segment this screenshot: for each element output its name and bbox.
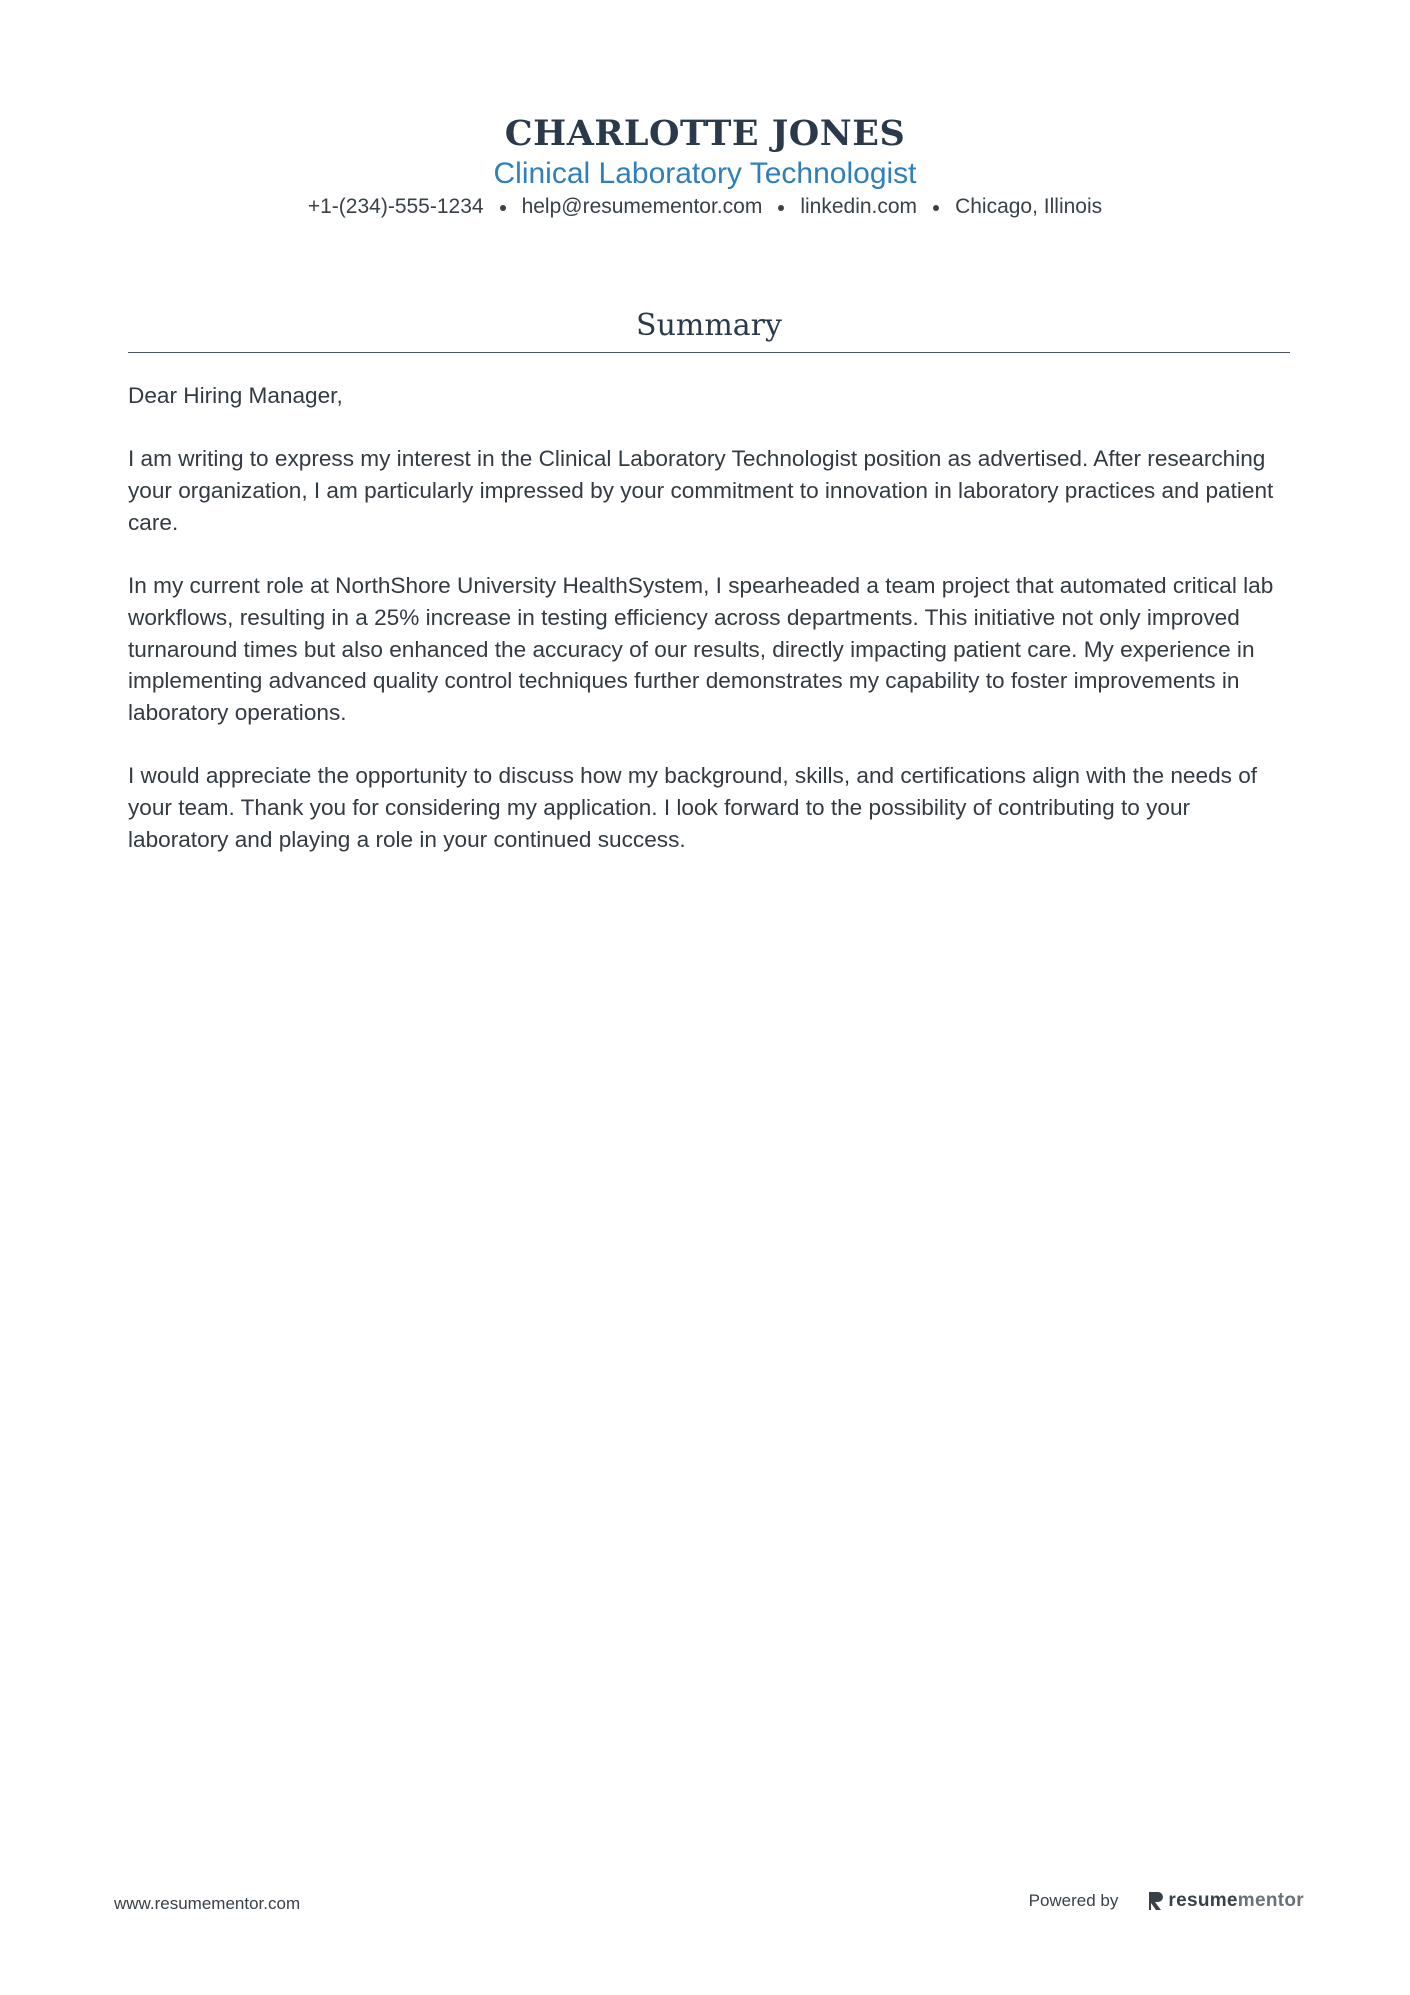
section-title-summary: Summary (636, 308, 782, 343)
footer-website: www.resumementor.com (114, 1894, 301, 1913)
resumementor-logo-icon (1148, 1891, 1164, 1911)
footer-branding (1029, 1890, 1304, 1912)
letter-paragraph-3: I would appreciate the opportunity to discuss how my background, skills, and certifications align with the needs of your team. Thank you for considering my application. I look forward to the possibility of contributing to your laboratory and playing a role in your continued success. (128, 763, 1258, 852)
section-divider (128, 352, 1290, 353)
logo-text-light: mentor (1237, 1890, 1304, 1911)
powered-by-label: Powered by (1028, 1891, 1119, 1910)
letter-paragraph-1: I am writing to express my interest in the Clinical Laboratory Technologist position as advertised. After researching your organization, I am particularly impressed by your commitment to innovation in laboratory practices and patient care. (128, 446, 1274, 535)
separator-dot-icon (500, 205, 506, 211)
contact-email: help@resumementor.com (521, 195, 763, 218)
logo-text-bold: resume (1168, 1890, 1238, 1911)
candidate-title: Clinical Laboratory Technologist (493, 157, 917, 190)
separator-dot-icon (778, 205, 784, 211)
letter-body (128, 380, 1293, 887)
resumementor-logo (1148, 1890, 1304, 1912)
separator-dot-icon (933, 205, 939, 211)
letter-paragraph-2: In my current role at NorthShore University HealthSystem, I spearheaded a team project that automated critical lab workflows, resulting in a 25% increase in testing efficiency across departments. This initiative not only improved turnaround times but also enhanced the accuracy of our results, directly impacting patient care. My experience in implementing advanced quality control techniques further demonstrates my capability to foster improvements in laboratory operations. (128, 573, 1274, 725)
candidate-name: CHARLOTTE JONES (504, 113, 906, 154)
letter-header (0, 112, 1410, 222)
letter-salutation: Dear Hiring Manager, (128, 383, 343, 408)
contact-phone: +1-(234)-555-1234 (307, 195, 484, 218)
contact-line (0, 192, 1410, 222)
contact-location: Chicago, Illinois (955, 195, 1103, 218)
contact-linkedin: linkedin.com (800, 195, 918, 218)
